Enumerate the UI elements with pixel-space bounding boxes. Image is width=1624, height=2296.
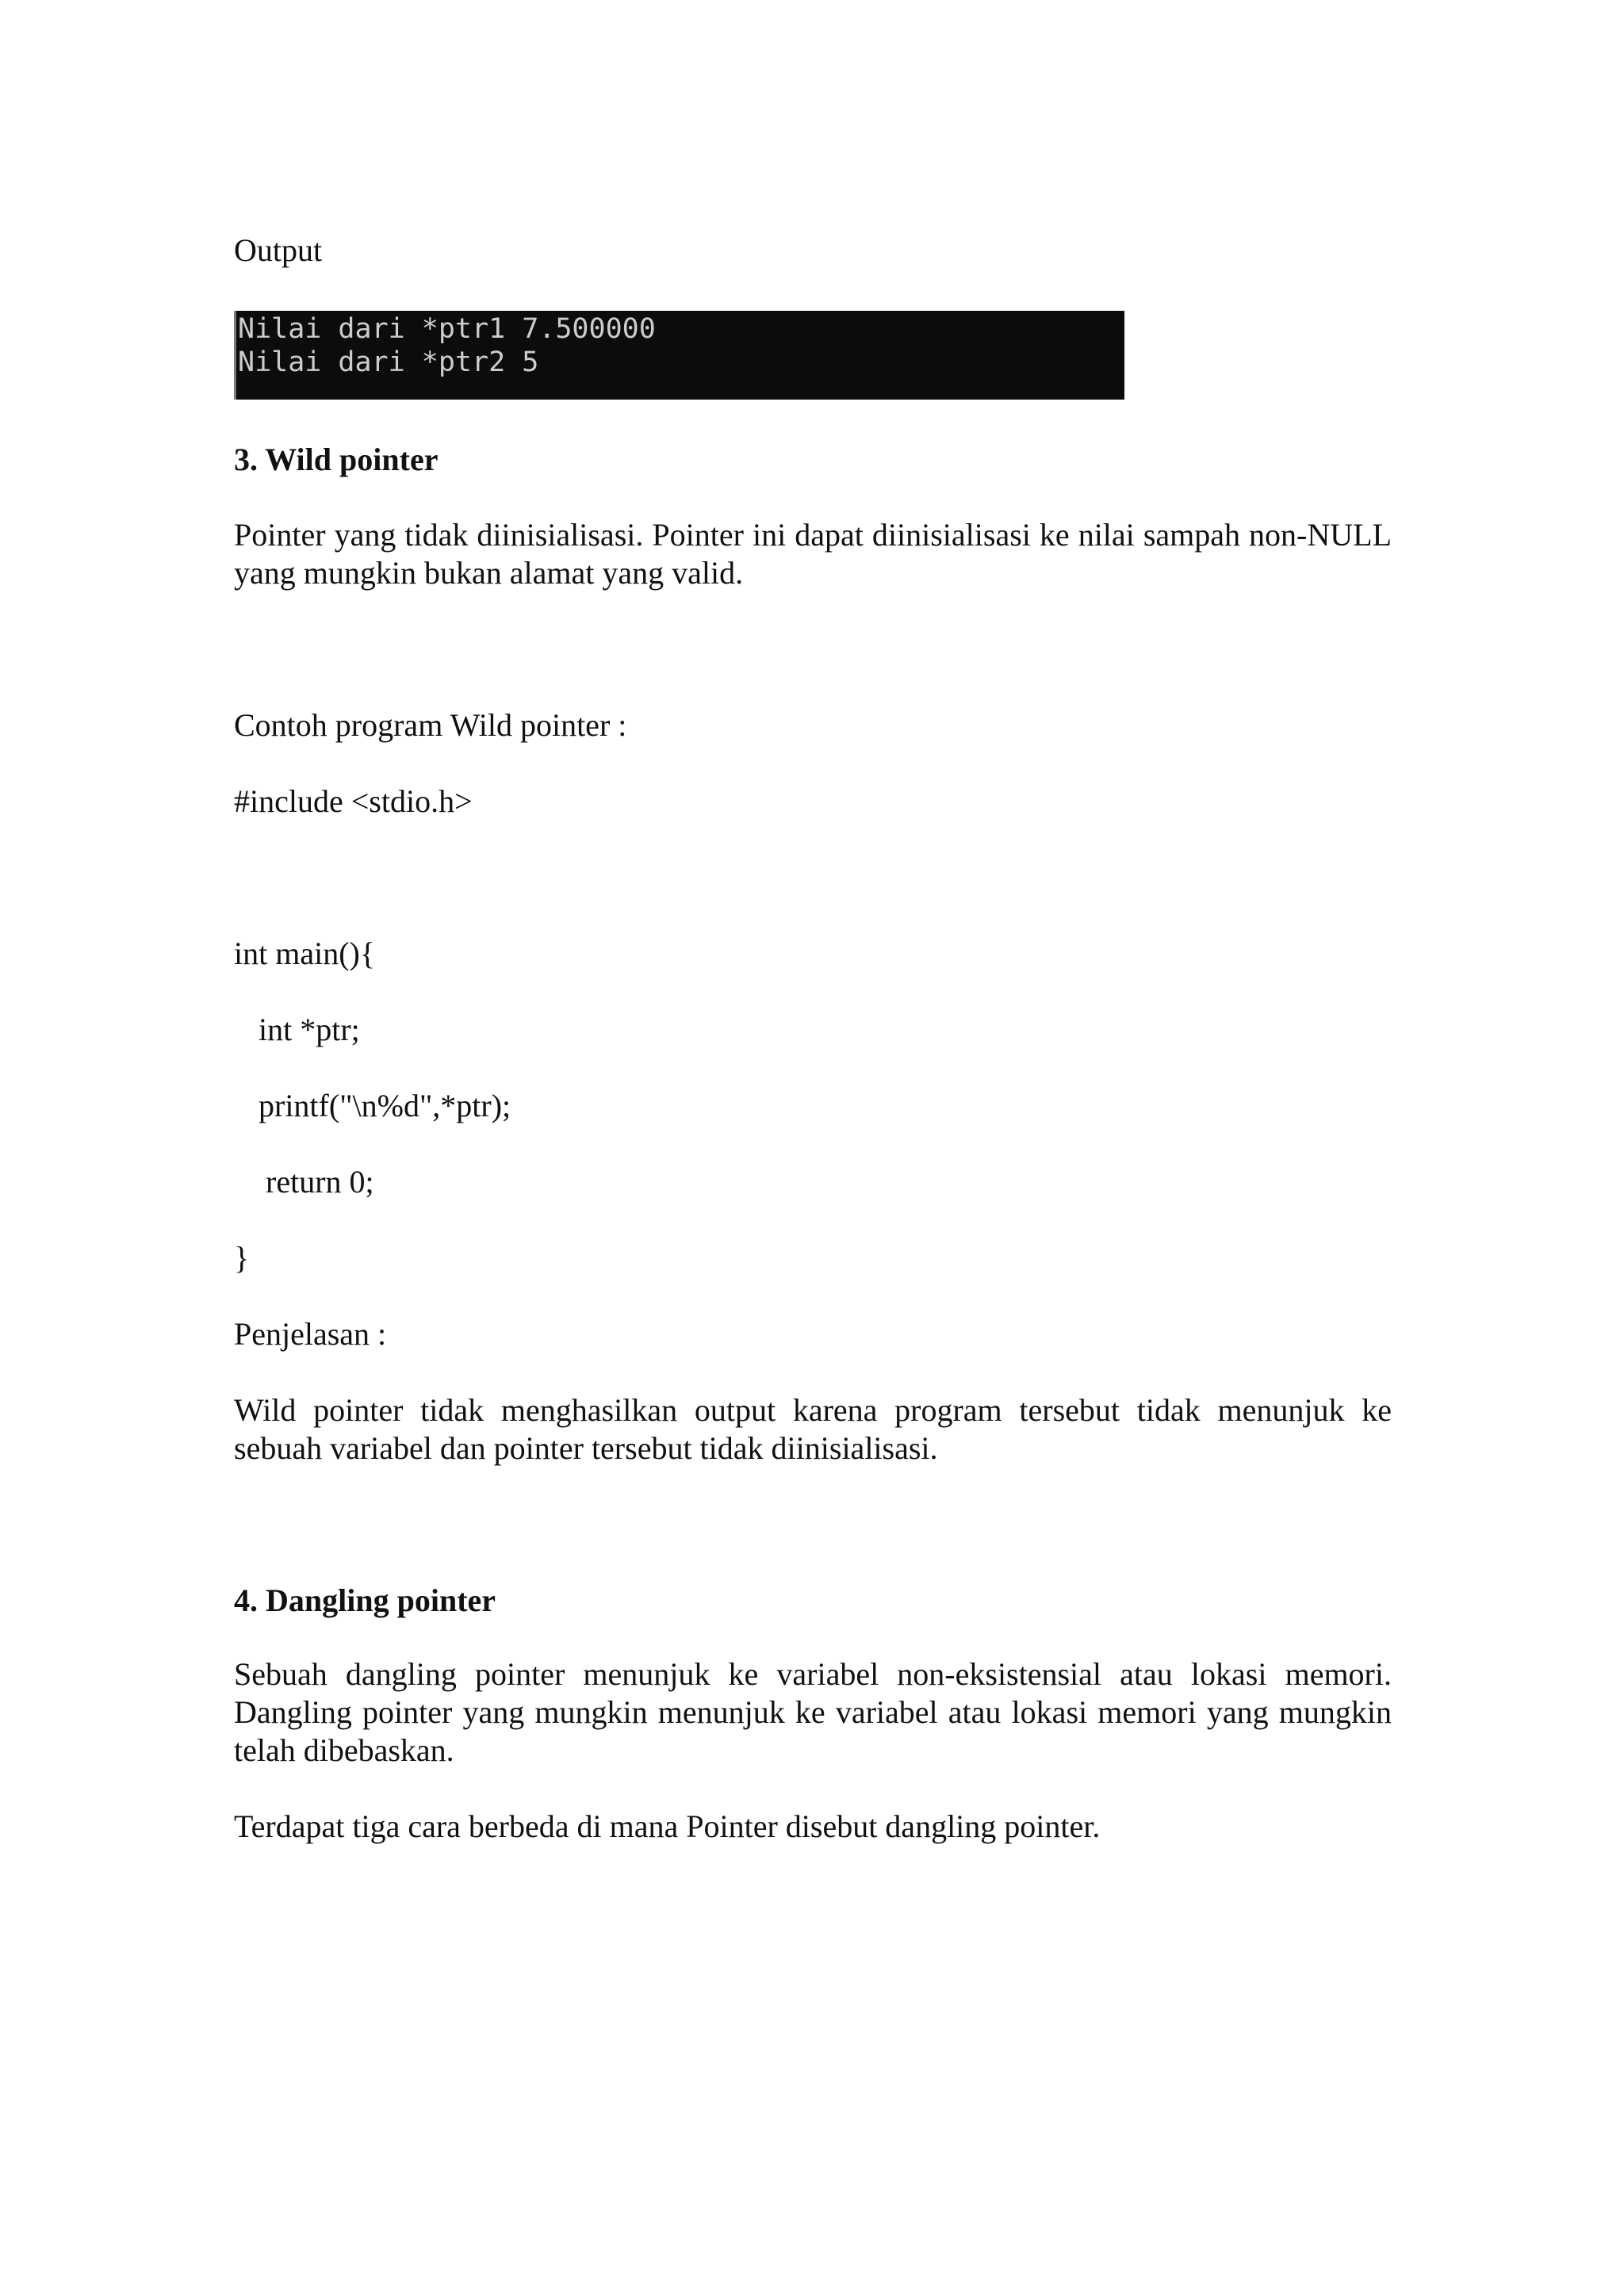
section-4-heading: 4. Dangling pointer bbox=[234, 1582, 496, 1618]
console-output-screenshot bbox=[234, 311, 1124, 400]
code-line-printf: printf("\n%d",*ptr); bbox=[259, 1088, 511, 1123]
example-label: Contoh program Wild pointer : bbox=[234, 707, 627, 743]
section-3-heading: 3. Wild pointer bbox=[234, 442, 439, 477]
section-4-description: Sebuah dangling pointer menunjuk ke variabel non-eksistensial atau lokasi memori. Dangling pointer yang mungkin menunjuk ke variabel atau lokasi memori yang mungkin telah dibebaskan. bbox=[234, 1656, 1392, 1768]
code-line-closing-brace: } bbox=[234, 1240, 250, 1276]
console-line-1: Nilai dari *ptr1 7.500000 bbox=[238, 313, 656, 345]
section-4-note: Terdapat tiga cara berbeda di mana Pointer disebut dangling pointer. bbox=[234, 1808, 1101, 1844]
console-line-2: Nilai dari *ptr2 5 bbox=[238, 346, 539, 378]
code-line-declaration: int *ptr; bbox=[259, 1012, 360, 1047]
explanation-label: Penjelasan : bbox=[234, 1316, 387, 1352]
section-3-description: Pointer yang tidak diinisialisasi. Pointer ini dapat diinisialisasi ke nilai sampah non-NULL yang mungkin bukan alamat yang valid. bbox=[234, 517, 1392, 591]
code-line-include: #include <stdio.h> bbox=[234, 783, 473, 819]
code-line-main: int main(){ bbox=[234, 936, 376, 971]
explanation-text: Wild pointer tidak menghasilkan output karena program tersebut tidak menunjuk ke sebuah variabel dan pointer tersebut tidak diinisialisasi. bbox=[234, 1392, 1392, 1466]
code-line-return: return 0; bbox=[266, 1164, 374, 1200]
output-label: Output bbox=[234, 232, 323, 268]
